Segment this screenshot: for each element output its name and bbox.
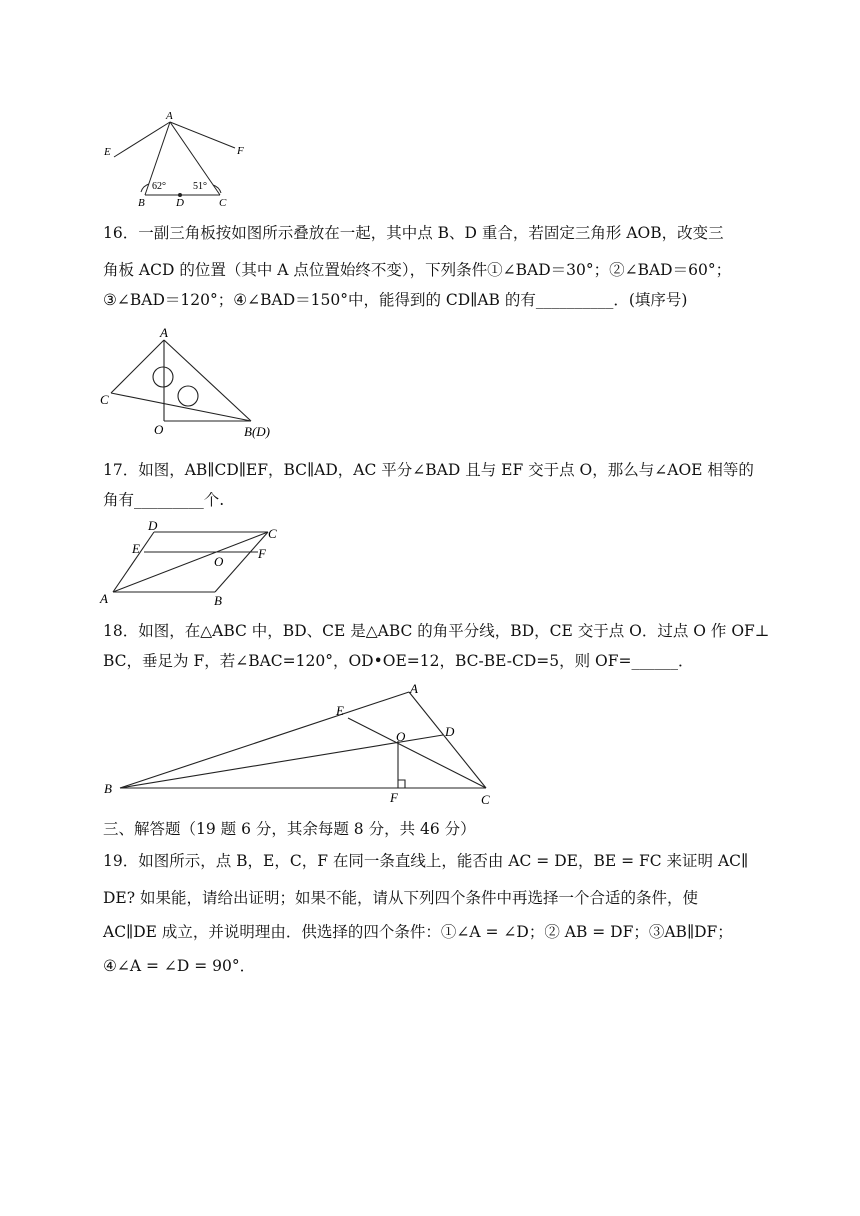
- figure-q16: [98, 322, 288, 442]
- fig17-label-F: F: [258, 546, 266, 561]
- q16-text-line3: ③∠BAD＝120°；④∠BAD＝150°中，能得到的 CD∥AB 的有__________．(填序号): [103, 291, 688, 309]
- fig18-label-E: E: [336, 703, 344, 718]
- fig15-label-A: A: [166, 110, 173, 122]
- fig15-label-D: D: [176, 197, 184, 209]
- fig15-angle-B: 62°: [152, 181, 166, 192]
- fig16-label-O: O: [154, 422, 164, 437]
- fig16-label-C: C: [100, 392, 109, 407]
- q18-text-line1: 18．如图，在△ABC 中，BD、CE 是△ABC 的角平分线，BD，CE 交于点 O．过点 O 作 OF⊥: [103, 622, 770, 640]
- fig17-label-D: D: [148, 518, 158, 533]
- fig15-label-F: F: [237, 145, 244, 157]
- q19-text-line1: 19．如图所示，点 B，E，C，F 在同一条直线上，能否由 AC = DE，BE = FC 来证明 AC∥: [103, 852, 749, 870]
- fig17-label-E: E: [132, 541, 140, 556]
- fig17-label-B: B: [214, 593, 222, 608]
- fig18-label-C: C: [481, 792, 490, 807]
- section-heading: 三、解答题（19 题 6 分，其余每题 8 分，共 46 分）: [103, 820, 476, 838]
- fig18-label-D: D: [445, 724, 455, 739]
- fig17-label-O: O: [214, 554, 224, 569]
- fig15-label-E: E: [104, 146, 111, 158]
- fig16-label-B-D: B(D): [244, 424, 270, 439]
- figure-q15: [100, 105, 260, 210]
- q16-text-line2: 角板 ACD 的位置（其中 A 点位置始终不变），下列条件①∠BAD＝30°；②∠BAD＝60°；: [103, 261, 732, 279]
- fig18-label-B: B: [104, 781, 112, 796]
- q19-text-line4: ④∠A = ∠D = 90°．: [103, 957, 256, 975]
- figure-q17: [98, 518, 288, 610]
- fig18-label-F: F: [390, 790, 398, 805]
- fig15-label-B: B: [138, 197, 145, 209]
- q19-text-line3: AC∥DE 成立，并说明理由．供选择的四个条件：①∠A = ∠D；② AB = DF；③AB∥DF；: [103, 923, 733, 941]
- q16-text-line1: 16．一副三角板按如图所示叠放在一起，其中点 B、D 重合，若固定三角形 AOB，改变三: [103, 224, 724, 242]
- fig16-label-A: A: [160, 325, 168, 340]
- fig15-label-C: C: [219, 197, 227, 209]
- fig15-angle-C: 51°: [193, 181, 207, 192]
- fig17-label-A: A: [100, 591, 108, 606]
- q17-text-line1: 17．如图，AB∥CD∥EF，BC∥AD，AC 平分∠BAD 且与 EF 交于点 O，那么与∠AOE 相等的: [103, 461, 754, 479]
- q17-text-line2: 角有_________个.: [103, 491, 225, 509]
- fig17-label-C: C: [268, 526, 277, 541]
- q18-text-line2: BC，垂足为 F，若∠BAC=120°，OD•OE=12，BC-BE-CD=5，则 OF=______．: [103, 652, 694, 670]
- fig18-label-A: A: [410, 681, 418, 696]
- q19-text-line2: DE? 如果能，请给出证明；如果不能，请从下列四个条件中再选择一个合适的条件，使: [103, 889, 698, 907]
- fig18-label-O: O: [396, 729, 406, 744]
- figure-q18: [100, 680, 510, 808]
